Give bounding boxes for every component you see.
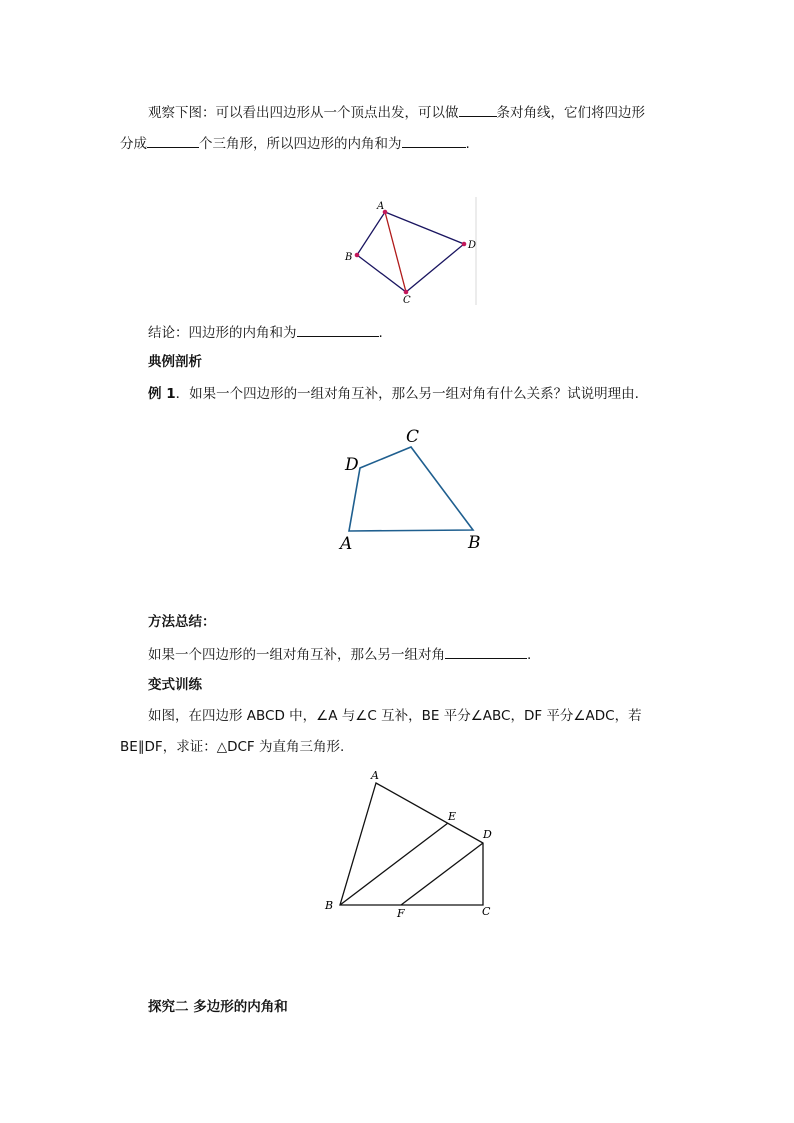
example-1-label: 例 1 [148, 386, 176, 402]
figure-3-segment-df [401, 843, 483, 905]
answer-blank-method[interactable] [445, 644, 527, 659]
section-heading-example: 典例剖析 [148, 354, 202, 370]
figure-1-label-a: A [377, 201, 385, 212]
figure-3-label-b: B [325, 899, 334, 912]
answer-blank-diagonals[interactable] [459, 102, 497, 117]
variant-line-2: BE∥DF，求证：△DCF 为直角三角形. [120, 739, 345, 755]
intro-text-1: 观察下图：可以看出四边形从一个顶点出发，可以做 [148, 105, 459, 121]
example-1-line [148, 384, 639, 404]
intro-line-1 [148, 102, 645, 123]
figure-1-point-d [462, 242, 467, 247]
figure-3-label-d: D [483, 828, 492, 841]
figure-1-label-b: B [345, 252, 353, 263]
figure-2-label-a: A [340, 534, 353, 554]
variant-heading: 变式训练 [148, 677, 202, 693]
conclusion-end: . [378, 325, 383, 341]
intro-text-2: 条对角线，它们将四边形 [496, 105, 645, 121]
figure-2-label-c: C [406, 427, 420, 447]
method-summary-line [148, 644, 531, 665]
figure-1-point-b [355, 253, 360, 258]
intro-line-2 [120, 133, 470, 154]
method-summary-text: 如果一个四边形的一组对角互补，那么另一组对角 [148, 647, 445, 663]
example-1-text: ．如果一个四边形的一组对角互补，那么另一组对角有什么关系？试说明理由. [175, 386, 639, 402]
answer-blank-triangles[interactable] [147, 133, 199, 148]
method-summary-heading: 方法总结： [148, 614, 216, 630]
figure-1-label-c: C [403, 295, 411, 306]
figure-2-quad [349, 447, 473, 531]
figure-3-label-e: E [448, 810, 457, 823]
figure-3-quad [340, 783, 483, 905]
figure-3-label-f: F [397, 907, 405, 920]
method-summary-end: . [527, 647, 532, 663]
figure-1-label-d: D [468, 240, 477, 251]
figure-1-diagonal-ac [385, 212, 406, 292]
figure-1-quadrilateral [340, 197, 480, 307]
figure-2-label-d: D [345, 455, 359, 475]
conclusion-line [148, 322, 383, 343]
explore-2-heading: 探究二 多边形的内角和 [148, 999, 288, 1015]
variant-line-1: 如图，在四边形 ABCD 中，∠A 与∠C 互补，BE 平分∠ABC，DF 平分∠ADC，若 [148, 708, 642, 724]
answer-blank-conclusion[interactable] [297, 322, 379, 337]
intro-text-5: . [465, 136, 470, 152]
answer-blank-angle-sum[interactable] [402, 133, 466, 148]
figure-3-segment-be [340, 823, 448, 905]
figure-1-point-c [404, 290, 409, 295]
figure-2-quadrilateral [335, 425, 495, 555]
intro-text-3: 分成 [120, 136, 147, 152]
figure-3-label-a: A [371, 769, 379, 782]
figure-3-quadrilateral [320, 768, 500, 928]
conclusion-text: 结论：四边形的内角和为 [148, 325, 297, 341]
figure-3-label-c: C [482, 905, 491, 918]
figure-1-quad [357, 212, 464, 292]
figure-2-label-b: B [468, 533, 481, 553]
intro-text-4: 个三角形，所以四边形的内角和为 [199, 136, 402, 152]
